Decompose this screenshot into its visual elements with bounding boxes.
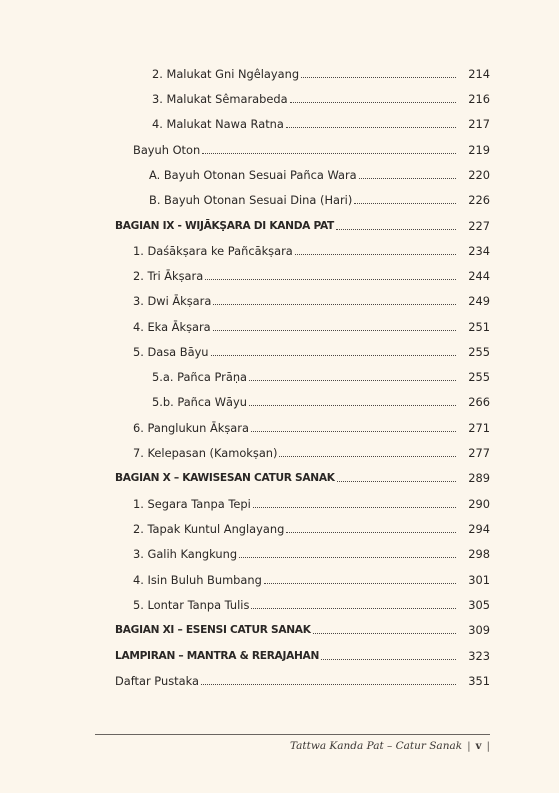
- toc-entry-page: 323: [468, 649, 490, 663]
- toc-entry-title: 5.b. Pañca Wāyu: [152, 395, 247, 409]
- footer-separator: |: [467, 740, 471, 752]
- toc-entry: [133, 141, 458, 157]
- dot-leader: [286, 127, 456, 128]
- dot-leader: [301, 77, 456, 78]
- footer-divider: [95, 734, 490, 735]
- toc-entry-title: LAMPIRAN – MANTRA & RERAJAHAN: [115, 650, 320, 662]
- toc-entry-title: BAGIAN X – KAWISESAN CATUR SANAK: [115, 472, 335, 484]
- toc-entry-title: Daftar Pustaka: [115, 674, 199, 688]
- dot-leader: [313, 633, 456, 634]
- dot-leader: [295, 254, 456, 255]
- toc-entry: [133, 571, 458, 587]
- toc-entry-title: B. Bayuh Otonan Sesuai Dina (Hari): [149, 193, 353, 207]
- running-footer: [290, 740, 490, 752]
- toc-entry-title: 2. Tri Ākṣara: [133, 269, 204, 283]
- dot-leader: [239, 557, 456, 558]
- toc-entry-title: 4. Eka Ākṣara: [133, 320, 211, 334]
- toc-entry-title: 3. Galih Kangkung: [133, 547, 238, 561]
- dot-leader: [290, 102, 456, 103]
- footer-separator: |: [486, 740, 490, 752]
- toc-entry-page: 255: [468, 345, 490, 359]
- toc-entry: [152, 115, 458, 131]
- toc-entry-page: 290: [468, 497, 490, 511]
- toc-entry: [152, 90, 458, 106]
- toc-entry-title: A. Bayuh Otonan Sesuai Pañca Wara: [149, 168, 357, 182]
- toc-section-heading: [115, 217, 458, 233]
- toc-entry-title: BAGIAN IX - WIJĀKṢARA DI KANDA PAT: [115, 220, 334, 232]
- toc-entry-page: 220: [468, 168, 490, 182]
- toc-entry-page: 289: [468, 471, 490, 485]
- toc-entry-title: 7. Kelepasan (Kamokṣan): [133, 446, 278, 460]
- dot-leader: [213, 330, 456, 331]
- toc-entry-page: 351: [468, 674, 490, 688]
- dot-leader: [205, 279, 456, 280]
- toc-entry-title: 5. Lontar Tanpa Tulis: [133, 598, 250, 612]
- toc-entry-page: 309: [468, 623, 490, 637]
- dot-leader: [359, 178, 456, 179]
- toc-entry-page: 298: [468, 547, 490, 561]
- dot-leader: [264, 583, 456, 584]
- toc-entry-page: 219: [468, 143, 490, 157]
- toc-entry: [133, 419, 458, 435]
- toc-entry-title: 2. Malukat Gni Ngêlayang: [152, 67, 300, 81]
- dot-leader: [354, 203, 456, 204]
- toc-entry-page: 294: [468, 522, 490, 536]
- dot-leader: [286, 532, 456, 533]
- toc-entry-title: 4. Isin Buluh Bumbang: [133, 573, 262, 587]
- toc-entry: [133, 520, 458, 536]
- toc-entry-page: 227: [468, 219, 490, 233]
- toc-entry-page: 244: [468, 269, 490, 283]
- toc-entry: [152, 368, 458, 384]
- footer-page-number: v: [475, 740, 482, 752]
- dot-leader: [253, 507, 456, 508]
- toc-entry-page: 214: [468, 67, 490, 81]
- toc-entry: [133, 292, 458, 308]
- toc-entry-page: 234: [468, 244, 490, 258]
- dot-leader: [336, 229, 456, 230]
- dot-leader: [337, 481, 456, 482]
- toc-entry-title: 1. Daśākṣara ke Pañcākṣara: [133, 244, 293, 258]
- toc-entry-page: 305: [468, 598, 490, 612]
- toc-entry-page: 226: [468, 193, 490, 207]
- toc-entry-page: 251: [468, 320, 490, 334]
- toc-entry: [133, 343, 458, 359]
- dot-leader: [202, 153, 456, 154]
- toc-entry-page: 301: [468, 573, 490, 587]
- toc-entry-page: 217: [468, 117, 490, 131]
- toc-entry: [133, 318, 458, 334]
- toc-entry-page: 271: [468, 421, 490, 435]
- toc-entry-title: 6. Panglukun Ākṣara: [133, 421, 249, 435]
- toc-entry: [133, 444, 458, 460]
- toc-entry: [149, 166, 458, 182]
- toc-entry: [133, 596, 458, 612]
- toc-entry-title: 3. Malukat Sêmarabeda: [152, 92, 288, 106]
- toc-entry-title: 1. Segara Tanpa Tepi: [133, 497, 251, 511]
- dot-leader: [213, 304, 456, 305]
- toc-entry: [149, 191, 458, 207]
- toc-entry: [133, 267, 458, 283]
- toc-entry: [152, 65, 458, 81]
- toc-entry-page: 277: [468, 446, 490, 460]
- toc-entry: [133, 545, 458, 561]
- toc-entry: [133, 495, 458, 511]
- toc-entry-page: 249: [468, 294, 490, 308]
- toc-entry: [115, 672, 458, 688]
- toc-entry-title: Bayuh Oton: [133, 143, 201, 157]
- toc-entry-title: 3. Dwi Ākṣara: [133, 294, 212, 308]
- toc-section-heading: [115, 647, 458, 663]
- dot-leader: [251, 608, 456, 609]
- dot-leader: [201, 684, 456, 685]
- toc-section-heading: [115, 621, 458, 637]
- toc-entry-title: 2. Tapak Kuntul Anglayang: [133, 522, 285, 536]
- toc-entry-title: 5. Dasa Bāyu: [133, 345, 209, 359]
- dot-leader: [321, 659, 456, 660]
- toc-entry-title: 5.a. Pañca Prāṇa: [152, 370, 248, 384]
- toc-entry-page: 255: [468, 370, 490, 384]
- dot-leader: [249, 380, 456, 381]
- toc-entry-title: 4. Malukat Nawa Ratna: [152, 117, 284, 131]
- toc-entry: [133, 242, 458, 258]
- dot-leader: [249, 405, 456, 406]
- dot-leader: [279, 456, 456, 457]
- dot-leader: [211, 355, 456, 356]
- toc-section-heading: [115, 469, 458, 485]
- toc-entry-page: 266: [468, 395, 490, 409]
- toc-entry-title: BAGIAN XI – ESENSI CATUR SANAK: [115, 624, 311, 636]
- dot-leader: [251, 431, 456, 432]
- toc-entry-page: 216: [468, 92, 490, 106]
- toc-entry: [152, 393, 458, 409]
- footer-book-title: Tattwa Kanda Pat – Catur Sanak: [289, 740, 463, 752]
